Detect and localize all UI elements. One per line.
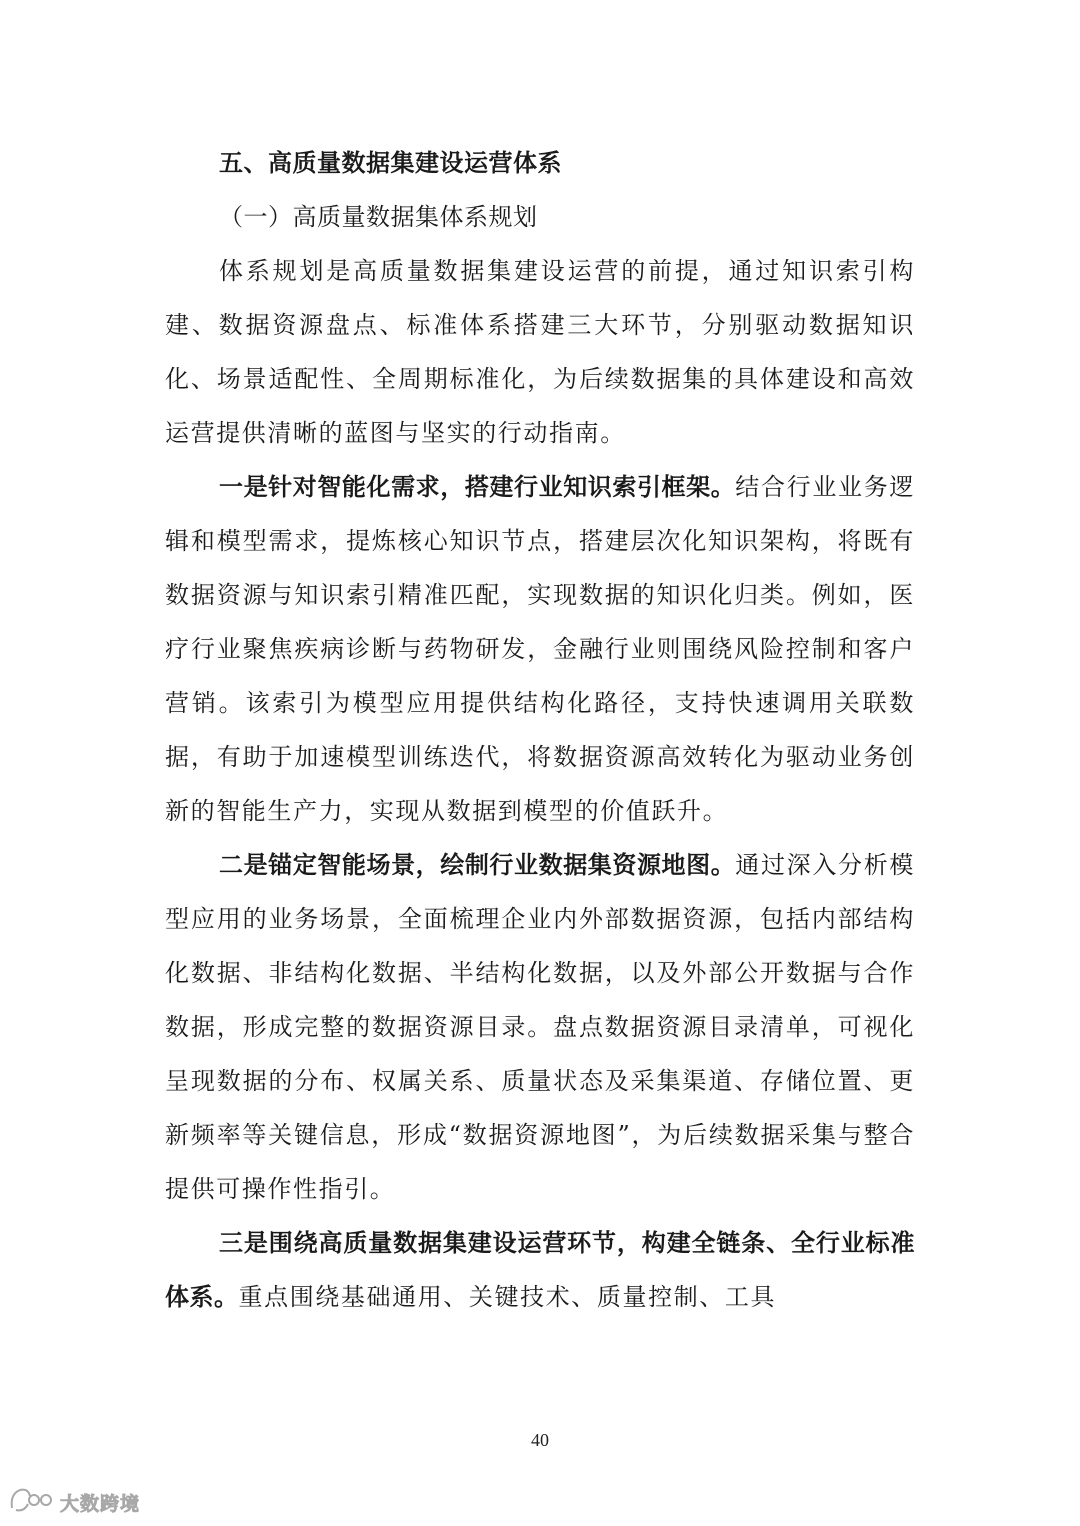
paragraph-3-lead: 三是围绕高质量数据集建设运营环节，构建全链条、全行业标准体系。 (165, 1229, 915, 1311)
eye-cycle-logo-icon (8, 1486, 54, 1518)
paragraph-1-lead: 一是针对智能化需求，搭建行业知识索引框架。 (219, 473, 736, 501)
paragraph-1-body: 结合行业业务逻辑和模型需求，提炼核心知识节点，搭建层次化知识架构，将既有数据资源与知识索引精准匹配，实现数据的知识化归类。例如，医疗行业聚焦疾病诊断与药物研发，金融行业则围绕风险控制和客户营销。该索引为模型应用提供结构化路径，支持快速调用关联数据，有助于加速模型训练迭代，将数据资源高效转化为驱动业务创新的智能生产力，实现从数据到模型的价值跃升。 (165, 473, 916, 825)
paragraph-2-body: 通过深入分析模型应用的业务场景，全面梳理企业内外部数据资源，包括内部结构化数据、非结构化数据、半结构化数据，以及外部公开数据与合作数据，形成完整的数据资源目录。盘点数据资源目录清单，可视化呈现数据的分布、权属关系、质量状态及采集渠道、存储位置、更新频率等关键信息，形成“数据资源地图”，为后续数据采集与整合提供可操作性指引。 (165, 851, 916, 1203)
paragraph-1 (165, 460, 915, 838)
page-content (165, 136, 915, 1324)
watermark (8, 1486, 140, 1518)
page-number: 40 (531, 1430, 549, 1450)
paragraph-2 (165, 838, 915, 1216)
paragraph-3-body: 重点围绕基础通用、关键技术、质量控制、工具 (238, 1283, 777, 1311)
paragraph-intro: 体系规划是高质量数据集建设运营的前提，通过知识索引构建、数据资源盘点、标准体系搭建三大环节，分别驱动数据知识化、场景适配性、全周期标准化，为后续数据集的具体建设和高效运营提供清晰的蓝图与坚实的行动指南。 (165, 257, 915, 447)
paragraph-2-lead: 二是锚定智能场景，绘制行业数据集资源地图。 (219, 851, 736, 879)
watermark-text: 大数跨境 (60, 1492, 141, 1515)
subsection-title: （一）高质量数据集体系规划 (219, 203, 538, 231)
paragraph-3 (165, 1216, 915, 1324)
section-title: 五、高质量数据集建设运营体系 (219, 149, 562, 177)
